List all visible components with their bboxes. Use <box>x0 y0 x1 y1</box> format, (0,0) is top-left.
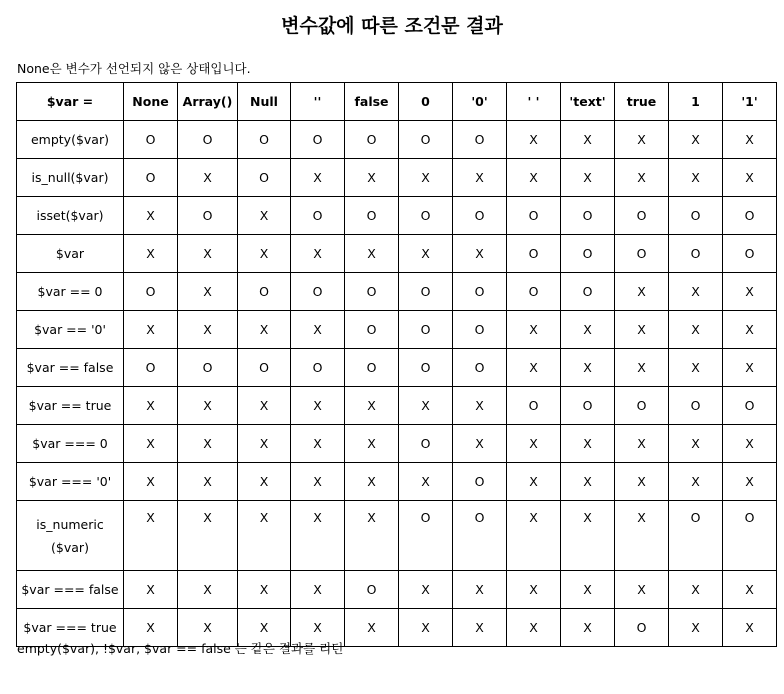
result-cell: X <box>723 571 777 609</box>
result-cell: X <box>561 571 615 609</box>
note-bottom: empty($var), !$var, $var == false 는 같은 결과를 리턴 <box>17 641 344 656</box>
result-cell: O <box>453 349 507 387</box>
result-cell: O <box>453 311 507 349</box>
result-cell: O <box>238 349 291 387</box>
result-cell: O <box>124 121 178 159</box>
result-cell: X <box>723 425 777 463</box>
result-cell: O <box>723 501 777 571</box>
table-row <box>17 571 777 609</box>
table-row <box>17 311 777 349</box>
result-cell: O <box>345 197 399 235</box>
result-cell: X <box>291 463 345 501</box>
result-cell: X <box>507 463 561 501</box>
column-header: Array() <box>178 83 238 121</box>
result-cell: X <box>507 425 561 463</box>
result-cell: X <box>291 387 345 425</box>
column-header: 'text' <box>561 83 615 121</box>
row-label: $var == 0 <box>17 273 124 311</box>
result-cell: X <box>615 349 669 387</box>
result-cell: O <box>561 387 615 425</box>
result-cell: X <box>238 197 291 235</box>
result-cell: X <box>669 571 723 609</box>
result-cell: O <box>453 501 507 571</box>
result-cell: O <box>453 197 507 235</box>
result-cell: X <box>124 197 178 235</box>
column-header: false <box>345 83 399 121</box>
row-label: empty($var) <box>17 121 124 159</box>
table-row <box>17 387 777 425</box>
result-cell: X <box>561 311 615 349</box>
result-cell: X <box>345 609 399 647</box>
result-cell: X <box>124 425 178 463</box>
result-cell: O <box>291 121 345 159</box>
result-cell: O <box>561 235 615 273</box>
result-cell: O <box>723 197 777 235</box>
comparison-table <box>16 82 777 647</box>
result-cell: X <box>178 609 238 647</box>
result-cell: X <box>291 571 345 609</box>
row-label: $var == true <box>17 387 124 425</box>
result-cell: X <box>291 311 345 349</box>
result-cell: X <box>345 501 399 571</box>
row-label: is_numeric ($var) <box>17 501 124 571</box>
row-label: $var == '0' <box>17 311 124 349</box>
table-row <box>17 425 777 463</box>
result-cell: X <box>615 273 669 311</box>
result-cell: O <box>453 121 507 159</box>
result-cell: X <box>453 571 507 609</box>
result-cell: X <box>615 425 669 463</box>
result-cell: X <box>178 571 238 609</box>
result-cell: O <box>615 387 669 425</box>
result-cell: X <box>238 387 291 425</box>
result-cell: O <box>399 311 453 349</box>
column-header: Null <box>238 83 291 121</box>
result-cell: X <box>507 609 561 647</box>
result-cell: X <box>399 609 453 647</box>
result-cell: O <box>507 235 561 273</box>
result-cell: X <box>669 425 723 463</box>
result-cell: X <box>238 571 291 609</box>
result-cell: O <box>399 121 453 159</box>
result-cell: X <box>399 571 453 609</box>
result-cell: X <box>453 159 507 197</box>
result-cell: X <box>561 463 615 501</box>
result-cell: X <box>723 159 777 197</box>
result-cell: O <box>507 387 561 425</box>
result-cell: X <box>399 387 453 425</box>
result-cell: X <box>399 159 453 197</box>
result-cell: O <box>507 273 561 311</box>
result-cell: X <box>291 609 345 647</box>
result-cell: O <box>453 273 507 311</box>
result-cell: X <box>399 235 453 273</box>
result-cell: X <box>124 463 178 501</box>
result-cell: O <box>669 501 723 571</box>
result-cell: O <box>345 121 399 159</box>
result-cell: O <box>399 197 453 235</box>
column-header: true <box>615 83 669 121</box>
result-cell: O <box>124 273 178 311</box>
result-cell: O <box>615 197 669 235</box>
result-cell: X <box>238 425 291 463</box>
result-cell: X <box>615 501 669 571</box>
result-cell: X <box>178 425 238 463</box>
result-cell: X <box>124 609 178 647</box>
table-row <box>17 273 777 311</box>
row-label: isset($var) <box>17 197 124 235</box>
result-cell: O <box>561 273 615 311</box>
result-cell: O <box>345 273 399 311</box>
result-cell: X <box>453 609 507 647</box>
result-cell: X <box>345 463 399 501</box>
result-cell: X <box>124 387 178 425</box>
result-cell: O <box>453 463 507 501</box>
result-cell: O <box>507 197 561 235</box>
table-row <box>17 197 777 235</box>
result-cell: O <box>345 571 399 609</box>
result-cell: O <box>291 349 345 387</box>
column-header: '0' <box>453 83 507 121</box>
corner-header: $var = <box>17 83 124 121</box>
result-cell: X <box>178 501 238 571</box>
table-row <box>17 463 777 501</box>
column-header: '1' <box>723 83 777 121</box>
result-cell: X <box>561 121 615 159</box>
result-cell: O <box>615 609 669 647</box>
result-cell: O <box>238 159 291 197</box>
result-cell: O <box>561 197 615 235</box>
result-cell: X <box>561 159 615 197</box>
result-cell: O <box>345 311 399 349</box>
result-cell: X <box>669 349 723 387</box>
result-cell: X <box>507 121 561 159</box>
result-cell: X <box>615 311 669 349</box>
result-cell: X <box>124 311 178 349</box>
result-cell: O <box>345 349 399 387</box>
column-header: '' <box>291 83 345 121</box>
result-cell: O <box>399 349 453 387</box>
result-cell: X <box>178 311 238 349</box>
result-cell: O <box>669 235 723 273</box>
row-label: $var <box>17 235 124 273</box>
table-row <box>17 159 777 197</box>
result-cell: X <box>453 235 507 273</box>
result-cell: X <box>669 609 723 647</box>
column-header: 1 <box>669 83 723 121</box>
result-cell: O <box>723 235 777 273</box>
row-label: is_null($var) <box>17 159 124 197</box>
row-label: $var === 0 <box>17 425 124 463</box>
result-cell: X <box>178 159 238 197</box>
table-row <box>17 121 777 159</box>
row-label: $var === false <box>17 571 124 609</box>
note-top: None은 변수가 선언되지 않은 상태입니다. <box>17 61 251 76</box>
result-cell: X <box>291 159 345 197</box>
result-cell: X <box>238 235 291 273</box>
result-cell: X <box>723 121 777 159</box>
result-cell: X <box>507 501 561 571</box>
result-cell: X <box>178 273 238 311</box>
result-cell: X <box>291 425 345 463</box>
result-cell: X <box>561 425 615 463</box>
result-cell: X <box>345 425 399 463</box>
result-cell: X <box>561 609 615 647</box>
result-cell: X <box>124 235 178 273</box>
result-cell: X <box>238 501 291 571</box>
row-label: $var == false <box>17 349 124 387</box>
result-cell: X <box>238 609 291 647</box>
result-cell: O <box>399 273 453 311</box>
result-cell: X <box>291 235 345 273</box>
row-label: $var === true <box>17 609 124 647</box>
result-cell: O <box>399 425 453 463</box>
table-body <box>17 121 777 647</box>
result-cell: X <box>291 501 345 571</box>
result-cell: O <box>124 349 178 387</box>
result-cell: X <box>453 387 507 425</box>
column-header: ' ' <box>507 83 561 121</box>
result-cell: X <box>124 501 178 571</box>
table-row <box>17 235 777 273</box>
result-cell: X <box>615 571 669 609</box>
result-cell: X <box>723 609 777 647</box>
result-cell: X <box>723 273 777 311</box>
column-header: None <box>124 83 178 121</box>
result-cell: O <box>291 197 345 235</box>
result-cell: X <box>345 387 399 425</box>
result-cell: X <box>723 311 777 349</box>
result-cell: X <box>507 349 561 387</box>
result-cell: O <box>723 387 777 425</box>
result-cell: O <box>124 159 178 197</box>
result-cell: X <box>615 121 669 159</box>
result-cell: O <box>178 197 238 235</box>
column-header: 0 <box>399 83 453 121</box>
result-cell: O <box>669 197 723 235</box>
result-cell: X <box>669 463 723 501</box>
result-cell: X <box>238 311 291 349</box>
result-cell: X <box>178 387 238 425</box>
result-cell: X <box>507 159 561 197</box>
result-cell: X <box>178 235 238 273</box>
result-cell: X <box>507 311 561 349</box>
result-cell: O <box>615 235 669 273</box>
table-row <box>17 349 777 387</box>
header-row <box>17 83 777 121</box>
result-cell: X <box>669 121 723 159</box>
result-cell: O <box>178 121 238 159</box>
result-cell: O <box>291 273 345 311</box>
result-cell: X <box>669 311 723 349</box>
result-cell: X <box>345 235 399 273</box>
result-cell: O <box>238 121 291 159</box>
result-cell: X <box>615 463 669 501</box>
result-cell: X <box>178 463 238 501</box>
page-title: 변수값에 따른 조건문 결과 <box>281 15 503 37</box>
result-cell: X <box>615 159 669 197</box>
result-cell: X <box>561 501 615 571</box>
result-cell: O <box>178 349 238 387</box>
result-cell: X <box>561 349 615 387</box>
result-cell: X <box>345 159 399 197</box>
result-cell: X <box>507 571 561 609</box>
result-cell: X <box>453 425 507 463</box>
result-cell: O <box>669 387 723 425</box>
table-row <box>17 501 777 571</box>
row-label: $var === '0' <box>17 463 124 501</box>
result-cell: X <box>399 463 453 501</box>
result-cell: X <box>669 159 723 197</box>
result-cell: X <box>723 463 777 501</box>
result-cell: X <box>723 349 777 387</box>
result-cell: O <box>399 501 453 571</box>
result-cell: X <box>669 273 723 311</box>
result-cell: O <box>238 273 291 311</box>
result-cell: X <box>238 463 291 501</box>
result-cell: X <box>124 571 178 609</box>
